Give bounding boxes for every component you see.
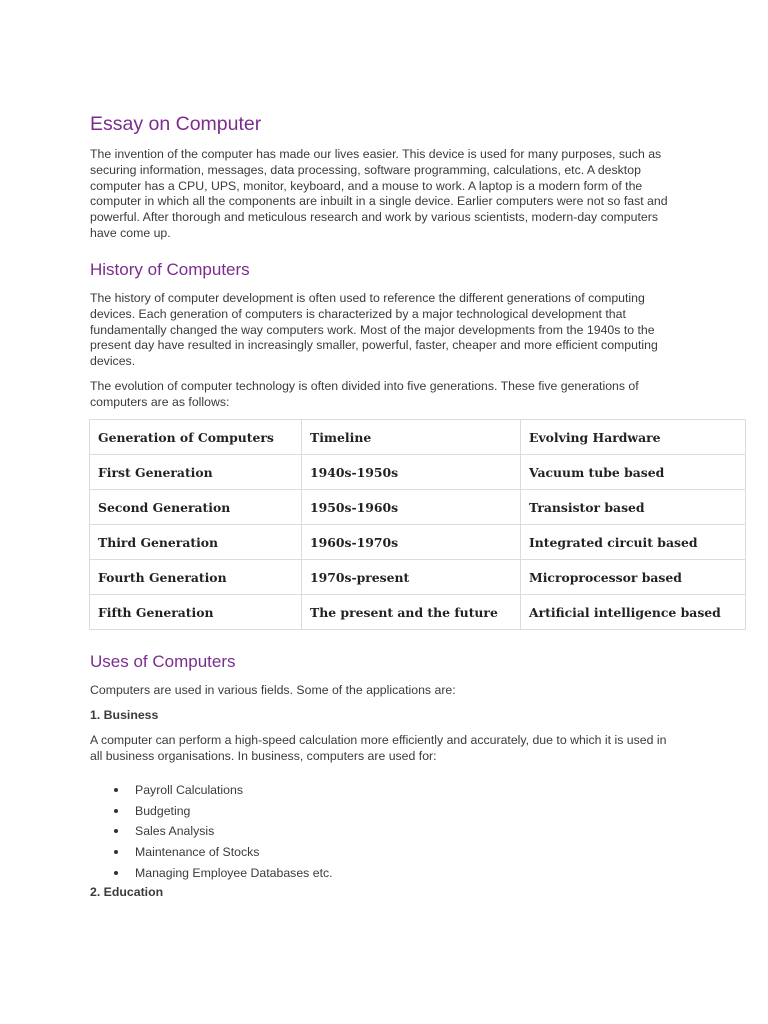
table-header-cell: Timeline [302,420,521,455]
evolution-paragraph: The evolution of computer technology is often divided into five generations. These five generations of computers are as follows: [90,379,639,409]
table-cell: Transistor based [521,490,746,525]
table-cell: 1950s-1960s [302,490,521,525]
table-row [90,595,746,630]
table-cell: Third Generation [90,525,302,560]
table-cell: Fourth Generation [90,560,302,595]
table-header-cell: Generation of Computers [90,420,302,455]
list-item: Budgeting [90,801,333,822]
education-subheading: 2. Education [90,885,164,899]
business-subheading: 1. Business [90,708,159,722]
table-header-cell: Evolving Hardware [521,420,746,455]
table-header-row [90,420,746,455]
table-cell: 1960s-1970s [302,525,521,560]
table-row [90,455,746,490]
page-title: Essay on Computer [90,113,262,135]
table-cell: The present and the future [302,595,521,630]
table-cell: Artificial intelligence based [521,595,746,630]
intro-paragraph: The invention of the computer has made our lives easier. This device is used for many purposes, such as securing information, messages, data processing, software programming, calculations, etc. A desktop computer has a CPU, UPS, monitor, keyboard, and a mouse to work. A laptop is a modern form of the computer in which all the components are inbuilt in a single device. Earlier computers were not so fast and powerful. After thorough and meticulous research and work by various scientists, modern-day computers have come up. [90,147,668,240]
list-item: Payroll Calculations [90,780,333,801]
history-paragraph: The history of computer development is often used to reference the different generations of computing devices. Each generation of computers is characterized by a major technological development that fundamentally changed the way computers work. Most of the major developments from the 1940s to the present day have resulted in increasingly smaller, powerful, faster, cheaper and more efficient computing devices. [90,291,658,369]
table-cell: Vacuum tube based [521,455,746,490]
uses-intro-paragraph: Computers are used in various fields. Some of the applications are: [90,683,456,697]
table-row [90,525,746,560]
generations-table [89,419,746,630]
list-item: Managing Employee Databases etc. [90,863,333,884]
table-cell: Integrated circuit based [521,525,746,560]
table-cell: First Generation [90,455,302,490]
uses-heading: Uses of Computers [90,652,236,671]
list-item: Maintenance of Stocks [90,842,333,863]
table-row [90,560,746,595]
list-item: Sales Analysis [90,821,333,842]
table-cell: Fifth Generation [90,595,302,630]
history-heading: History of Computers [90,260,250,279]
table-cell: Second Generation [90,490,302,525]
table-row [90,490,746,525]
business-paragraph: A computer can perform a high-speed calculation more efficiently and accurately, due to which it is used in all business organisations. In business, computers are used for: [90,733,667,763]
table-cell: Microprocessor based [521,560,746,595]
table-cell: 1940s-1950s [302,455,521,490]
table-cell: 1970s-present [302,560,521,595]
business-uses-list [90,780,333,883]
